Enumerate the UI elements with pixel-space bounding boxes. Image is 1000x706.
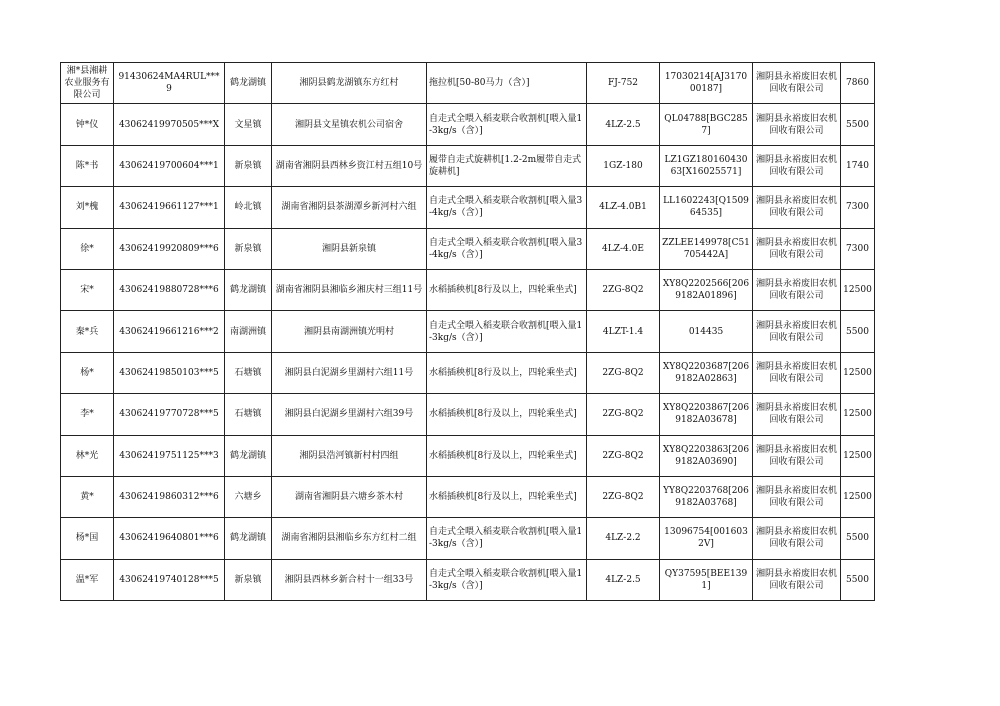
owner-name-cell: 李* (61, 394, 114, 435)
address-cell: 湘阴县西林乡新合村十一组33号 (272, 559, 427, 600)
model-cell: FJ-752 (587, 63, 660, 104)
table-row (61, 559, 875, 600)
table-row (61, 269, 875, 310)
recycler-cell: 湘阴县永裕废旧农机回收有限公司 (753, 187, 841, 228)
address-cell: 湖南省湘阴县湘临乡东方红村二组 (272, 518, 427, 559)
serial-number-cell: QY37595[BEE1391] (660, 559, 753, 600)
id-number-cell: 43062419751125***3 (114, 435, 225, 476)
machine-type-cell: 自走式全喂入稻麦联合收割机[喂入量1-3kg/s（含）] (427, 518, 587, 559)
model-cell: 4LZ-4.0E (587, 228, 660, 269)
model-cell: 4LZ-2.5 (587, 104, 660, 145)
table-row (61, 518, 875, 559)
serial-number-cell: 13096754[0016032V] (660, 518, 753, 559)
serial-number-cell: XY8Q2203867[2069182A03678] (660, 394, 753, 435)
owner-name-cell: 杨* (61, 352, 114, 393)
address-cell: 湘阴县文星镇农机公司宿舍 (272, 104, 427, 145)
table-row (61, 435, 875, 476)
id-number-cell: 43062419770728***5 (114, 394, 225, 435)
owner-name-cell: 杨*国 (61, 518, 114, 559)
id-number-cell: 91430624MA4RUL***9 (114, 63, 225, 104)
model-cell: 1GZ-180 (587, 145, 660, 186)
address-cell: 湘阴县浩河镇新村村四组 (272, 435, 427, 476)
id-number-cell: 43062419740128***5 (114, 559, 225, 600)
owner-name-cell: 温*军 (61, 559, 114, 600)
address-cell: 湘阴县白泥湖乡里湖村六组11号 (272, 352, 427, 393)
subsidy-table (60, 62, 875, 601)
id-number-cell: 43062419661216***2 (114, 311, 225, 352)
recycler-cell: 湘阴县永裕废旧农机回收有限公司 (753, 269, 841, 310)
recycler-cell: 湘阴县永裕废旧农机回收有限公司 (753, 63, 841, 104)
amount-cell: 7300 (841, 187, 875, 228)
amount-cell: 5500 (841, 311, 875, 352)
recycler-cell: 湘阴县永裕废旧农机回收有限公司 (753, 145, 841, 186)
table-row (61, 476, 875, 517)
machine-type-cell: 水稻插秧机[8行及以上，四轮乘坐式] (427, 352, 587, 393)
recycler-cell: 湘阴县永裕废旧农机回收有限公司 (753, 104, 841, 145)
owner-name-cell: 刘*槐 (61, 187, 114, 228)
owner-name-cell: 宋* (61, 269, 114, 310)
recycler-cell: 湘阴县永裕废旧农机回收有限公司 (753, 352, 841, 393)
owner-name-cell: 陈*书 (61, 145, 114, 186)
machine-type-cell: 自走式全喂入稻麦联合收割机[喂入量3-4kg/s（含）] (427, 187, 587, 228)
serial-number-cell: ZZLEE149978[C51705442A] (660, 228, 753, 269)
table-row (61, 104, 875, 145)
recycler-cell: 湘阴县永裕废旧农机回收有限公司 (753, 394, 841, 435)
machine-type-cell: 自走式全喂入稻麦联合收割机[喂入量3-4kg/s（含）] (427, 228, 587, 269)
town-cell: 新泉镇 (225, 228, 272, 269)
model-cell: 4LZT-1.4 (587, 311, 660, 352)
model-cell: 2ZG-8Q2 (587, 269, 660, 310)
amount-cell: 12500 (841, 476, 875, 517)
owner-name-cell: 林*光 (61, 435, 114, 476)
town-cell: 岭北镇 (225, 187, 272, 228)
machine-type-cell: 水稻插秧机[8行及以上，四轮乘坐式] (427, 476, 587, 517)
amount-cell: 7300 (841, 228, 875, 269)
model-cell: 2ZG-8Q2 (587, 476, 660, 517)
town-cell: 新泉镇 (225, 145, 272, 186)
address-cell: 湘阴县新泉镇 (272, 228, 427, 269)
id-number-cell: 43062419661127***1 (114, 187, 225, 228)
address-cell: 湘阴县南湖洲镇光明村 (272, 311, 427, 352)
table-row (61, 394, 875, 435)
model-cell: 4LZ-4.0B1 (587, 187, 660, 228)
amount-cell: 12500 (841, 269, 875, 310)
id-number-cell: 43062419860312***6 (114, 476, 225, 517)
machine-type-cell: 拖拉机[50-80马力（含）] (427, 63, 587, 104)
table-row (61, 63, 875, 104)
address-cell: 湖南省湘阴县六塘乡茶木村 (272, 476, 427, 517)
model-cell: 2ZG-8Q2 (587, 394, 660, 435)
serial-number-cell: YY8Q2203768[2069182A03768] (660, 476, 753, 517)
town-cell: 鹤龙湖镇 (225, 435, 272, 476)
table-row (61, 311, 875, 352)
amount-cell: 12500 (841, 435, 875, 476)
owner-name-cell: 黄* (61, 476, 114, 517)
recycler-cell: 湘阴县永裕废旧农机回收有限公司 (753, 435, 841, 476)
amount-cell: 5500 (841, 559, 875, 600)
id-number-cell: 43062419640801***6 (114, 518, 225, 559)
table-body (61, 63, 875, 601)
owner-name-cell: 徐* (61, 228, 114, 269)
table-row (61, 145, 875, 186)
town-cell: 石塘镇 (225, 352, 272, 393)
table-row (61, 187, 875, 228)
recycler-cell: 湘阴县永裕废旧农机回收有限公司 (753, 311, 841, 352)
town-cell: 南湖洲镇 (225, 311, 272, 352)
id-number-cell: 43062419880728***6 (114, 269, 225, 310)
town-cell: 六塘乡 (225, 476, 272, 517)
recycler-cell: 湘阴县永裕废旧农机回收有限公司 (753, 476, 841, 517)
model-cell: 4LZ-2.5 (587, 559, 660, 600)
id-number-cell: 43062419850103***5 (114, 352, 225, 393)
amount-cell: 12500 (841, 352, 875, 393)
table-row (61, 352, 875, 393)
amount-cell: 7860 (841, 63, 875, 104)
recycler-cell: 湘阴县永裕废旧农机回收有限公司 (753, 518, 841, 559)
id-number-cell: 43062419920809***6 (114, 228, 225, 269)
table-row (61, 228, 875, 269)
machine-type-cell: 自走式全喂入稻麦联合收割机[喂入量1-3kg/s（含）] (427, 559, 587, 600)
serial-number-cell: XY8Q2202566[2069182A01896] (660, 269, 753, 310)
owner-name-cell: 湘*县湘耕农业服务有限公司 (61, 63, 114, 104)
id-number-cell: 43062419700604***1 (114, 145, 225, 186)
machine-type-cell: 水稻插秧机[8行及以上，四轮乘坐式] (427, 394, 587, 435)
machine-type-cell: 履带自走式旋耕机[1.2-2m履带自走式旋耕机] (427, 145, 587, 186)
serial-number-cell: 17030214[AJ317000187] (660, 63, 753, 104)
address-cell: 湘阴县白泥湖乡里湖村六组39号 (272, 394, 427, 435)
model-cell: 4LZ-2.2 (587, 518, 660, 559)
town-cell: 石塘镇 (225, 394, 272, 435)
machine-type-cell: 水稻插秧机[8行及以上，四轮乘坐式] (427, 435, 587, 476)
town-cell: 鹤龙湖镇 (225, 269, 272, 310)
model-cell: 2ZG-8Q2 (587, 352, 660, 393)
amount-cell: 1740 (841, 145, 875, 186)
serial-number-cell: LZ1GZ18016043063[X16025571] (660, 145, 753, 186)
town-cell: 新泉镇 (225, 559, 272, 600)
amount-cell: 5500 (841, 518, 875, 559)
address-cell: 湖南省湘阴县茶湖潭乡新河村六组 (272, 187, 427, 228)
address-cell: 湖南省湘阴县湘临乡湘庆村三组11号 (272, 269, 427, 310)
machine-type-cell: 自走式全喂入稻麦联合收割机[喂入量1-3kg/s（含）] (427, 104, 587, 145)
address-cell: 湘阴县鹤龙湖镇东方红村 (272, 63, 427, 104)
town-cell: 鹤龙湖镇 (225, 518, 272, 559)
machine-type-cell: 水稻插秧机[8行及以上，四轮乘坐式] (427, 269, 587, 310)
owner-name-cell: 秦*兵 (61, 311, 114, 352)
model-cell: 2ZG-8Q2 (587, 435, 660, 476)
address-cell: 湖南省湘阴县西林乡资江村五组10号 (272, 145, 427, 186)
serial-number-cell: XY8Q2203687[2069182A02863] (660, 352, 753, 393)
serial-number-cell: 014435 (660, 311, 753, 352)
recycler-cell: 湘阴县永裕废旧农机回收有限公司 (753, 228, 841, 269)
owner-name-cell: 钟*仪 (61, 104, 114, 145)
town-cell: 文星镇 (225, 104, 272, 145)
town-cell: 鹤龙湖镇 (225, 63, 272, 104)
recycler-cell: 湘阴县永裕废旧农机回收有限公司 (753, 559, 841, 600)
id-number-cell: 43062419970505***X (114, 104, 225, 145)
serial-number-cell: LL1602243[Q150964535] (660, 187, 753, 228)
amount-cell: 12500 (841, 394, 875, 435)
serial-number-cell: QL04788[BGC2857] (660, 104, 753, 145)
serial-number-cell: XY8Q2203863[2069182A03690] (660, 435, 753, 476)
machine-type-cell: 自走式全喂入稻麦联合收割机[喂入量1-3kg/s（含）] (427, 311, 587, 352)
amount-cell: 5500 (841, 104, 875, 145)
